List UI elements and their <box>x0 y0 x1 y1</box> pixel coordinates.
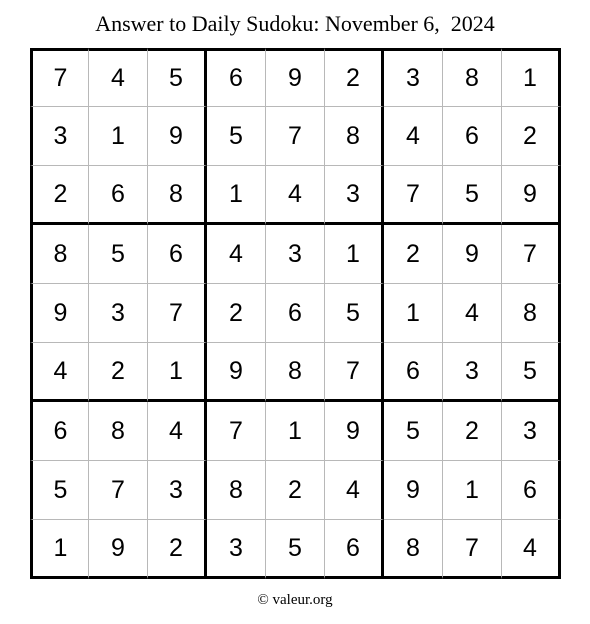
sudoku-cell: 5 <box>30 461 89 520</box>
sudoku-cell: 9 <box>266 48 325 107</box>
sudoku-cell: 8 <box>266 343 325 402</box>
sudoku-cell: 9 <box>207 343 266 402</box>
sudoku-cell: 7 <box>207 402 266 461</box>
sudoku-cell: 8 <box>384 520 443 579</box>
sudoku-cell: 4 <box>384 107 443 166</box>
sudoku-cell: 5 <box>502 343 561 402</box>
sudoku-cell: 7 <box>384 166 443 225</box>
sudoku-cell: 4 <box>502 520 561 579</box>
sudoku-cell: 4 <box>443 284 502 343</box>
sudoku-cell: 9 <box>148 107 207 166</box>
sudoku-cell: 5 <box>325 284 384 343</box>
sudoku-cell: 8 <box>148 166 207 225</box>
sudoku-cell: 2 <box>325 48 384 107</box>
sudoku-cell: 3 <box>443 343 502 402</box>
sudoku-cell: 4 <box>325 461 384 520</box>
sudoku-cell: 5 <box>443 166 502 225</box>
sudoku-cell: 5 <box>148 48 207 107</box>
sudoku-cell: 9 <box>443 225 502 284</box>
sudoku-cell: 1 <box>30 520 89 579</box>
sudoku-cell: 2 <box>207 284 266 343</box>
sudoku-cell: 2 <box>89 343 148 402</box>
sudoku-cell: 2 <box>148 520 207 579</box>
sudoku-cell: 6 <box>30 402 89 461</box>
sudoku-cell: 9 <box>30 284 89 343</box>
sudoku-cell: 5 <box>266 520 325 579</box>
sudoku-cell: 7 <box>502 225 561 284</box>
sudoku-cell: 3 <box>266 225 325 284</box>
sudoku-cell: 5 <box>207 107 266 166</box>
sudoku-cell: 1 <box>443 461 502 520</box>
sudoku-cell: 8 <box>89 402 148 461</box>
sudoku-cell: 2 <box>443 402 502 461</box>
sudoku-cell: 8 <box>30 225 89 284</box>
sudoku-cell: 1 <box>325 225 384 284</box>
sudoku-cell: 1 <box>502 48 561 107</box>
sudoku-cell: 6 <box>207 48 266 107</box>
sudoku-cell: 4 <box>30 343 89 402</box>
sudoku-cell: 3 <box>207 520 266 579</box>
sudoku-cell: 6 <box>502 461 561 520</box>
sudoku-cell: 1 <box>207 166 266 225</box>
sudoku-cell: 3 <box>30 107 89 166</box>
sudoku-cell: 8 <box>325 107 384 166</box>
sudoku-cell: 1 <box>148 343 207 402</box>
sudoku-cell: 1 <box>89 107 148 166</box>
sudoku-cell: 3 <box>148 461 207 520</box>
sudoku-cell: 3 <box>502 402 561 461</box>
sudoku-cell: 9 <box>89 520 148 579</box>
sudoku-cell: 7 <box>443 520 502 579</box>
sudoku-cell: 6 <box>148 225 207 284</box>
sudoku-cell: 4 <box>207 225 266 284</box>
sudoku-cell: 4 <box>89 48 148 107</box>
sudoku-cell: 6 <box>266 284 325 343</box>
sudoku-cell: 4 <box>266 166 325 225</box>
sudoku-cell: 6 <box>384 343 443 402</box>
sudoku-cell: 2 <box>502 107 561 166</box>
sudoku-cell: 8 <box>443 48 502 107</box>
sudoku-cell: 5 <box>384 402 443 461</box>
sudoku-grid <box>30 48 561 579</box>
sudoku-cell: 6 <box>89 166 148 225</box>
sudoku-cell: 9 <box>325 402 384 461</box>
sudoku-cell: 7 <box>89 461 148 520</box>
sudoku-cell: 7 <box>266 107 325 166</box>
sudoku-cell: 6 <box>443 107 502 166</box>
sudoku-cell: 1 <box>266 402 325 461</box>
sudoku-cell: 2 <box>266 461 325 520</box>
sudoku-cell: 3 <box>325 166 384 225</box>
sudoku-cell: 1 <box>384 284 443 343</box>
sudoku-cell: 3 <box>384 48 443 107</box>
sudoku-cell: 7 <box>325 343 384 402</box>
sudoku-cell: 9 <box>502 166 561 225</box>
sudoku-cell: 7 <box>30 48 89 107</box>
copyright-footer: © valeur.org <box>257 592 333 608</box>
sudoku-cell: 6 <box>325 520 384 579</box>
sudoku-cell: 8 <box>207 461 266 520</box>
puzzle-title: Answer to Daily Sudoku: November 6, 2024 <box>95 11 495 36</box>
sudoku-cell: 9 <box>384 461 443 520</box>
sudoku-cell: 4 <box>148 402 207 461</box>
sudoku-cell: 7 <box>148 284 207 343</box>
sudoku-cell: 3 <box>89 284 148 343</box>
sudoku-cell: 5 <box>89 225 148 284</box>
sudoku-cell: 2 <box>384 225 443 284</box>
sudoku-cell: 8 <box>502 284 561 343</box>
sudoku-cell: 2 <box>30 166 89 225</box>
